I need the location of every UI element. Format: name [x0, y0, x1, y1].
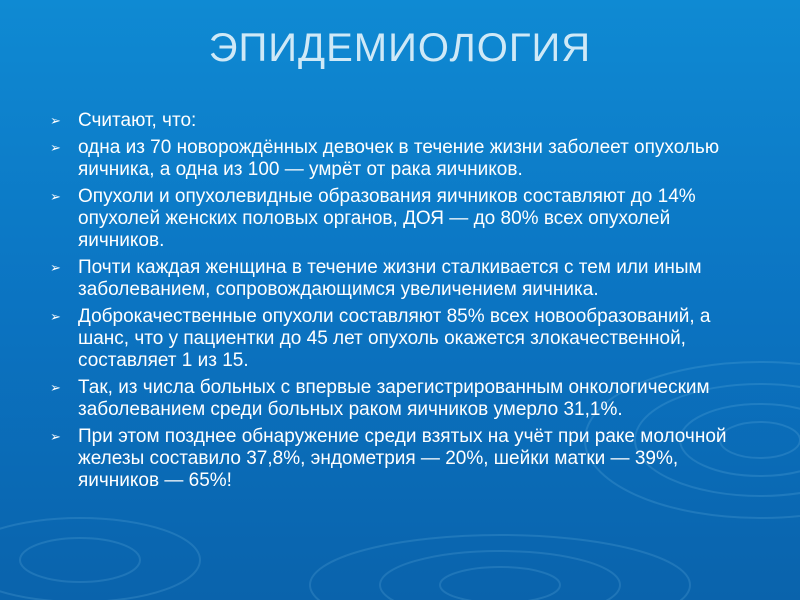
arrowhead-bullet-icon: ➢: [50, 309, 61, 324]
list-item: [50, 257, 760, 301]
list-item: [50, 306, 760, 372]
list-item: [50, 377, 760, 421]
list-item: [50, 137, 760, 181]
list-item-text: Считают, что:: [78, 110, 197, 131]
arrowhead-bullet-icon: ➢: [50, 429, 61, 444]
list-item-text: Почти каждая женщина в течение жизни сталкивается с тем или иным заболеванием, сопровождающимся увеличением яичника.: [78, 257, 702, 300]
list-item-text: Так, из числа больных с впервые зарегистрированным онкологическим заболеванием среди больных раком яичников умерло 31,1%.: [78, 377, 710, 420]
list-item: [50, 426, 760, 492]
arrowhead-bullet-icon: ➢: [50, 113, 61, 128]
list-item-text: При этом позднее обнаружение среди взятых на учёт при раке молочной железы составило 37,8%, эндометрия — 20%, шейки матки — 39%, яичников — 65%!: [78, 426, 727, 491]
list-item-text: Опухоли и опухолевидные образования яичников составляют до 14% опухолей женских половых органов, ДОЯ — до 80% всех опухолей яичников.: [78, 186, 696, 251]
list-item-text: одна из 70 новорождённых девочек в течение жизни заболеет опухолью яичника, а одна из 100 — умрёт от рака яичников.: [78, 137, 720, 180]
bullet-list: [50, 110, 760, 497]
list-item: [50, 186, 760, 252]
arrowhead-bullet-icon: ➢: [50, 260, 61, 275]
list-item: [50, 110, 760, 132]
list-item-text: Доброкачественные опухоли составляют 85% всех новообразований, а шанс, что у пациентки до 45 лет опухоль окажется злокачественной, составляет 1 из 15.: [78, 306, 711, 371]
arrowhead-bullet-icon: ➢: [50, 380, 61, 395]
arrowhead-bullet-icon: ➢: [50, 189, 61, 204]
arrowhead-bullet-icon: ➢: [50, 140, 61, 155]
slide-title: ЭПИДЕМИОЛОГИЯ: [208, 26, 592, 70]
